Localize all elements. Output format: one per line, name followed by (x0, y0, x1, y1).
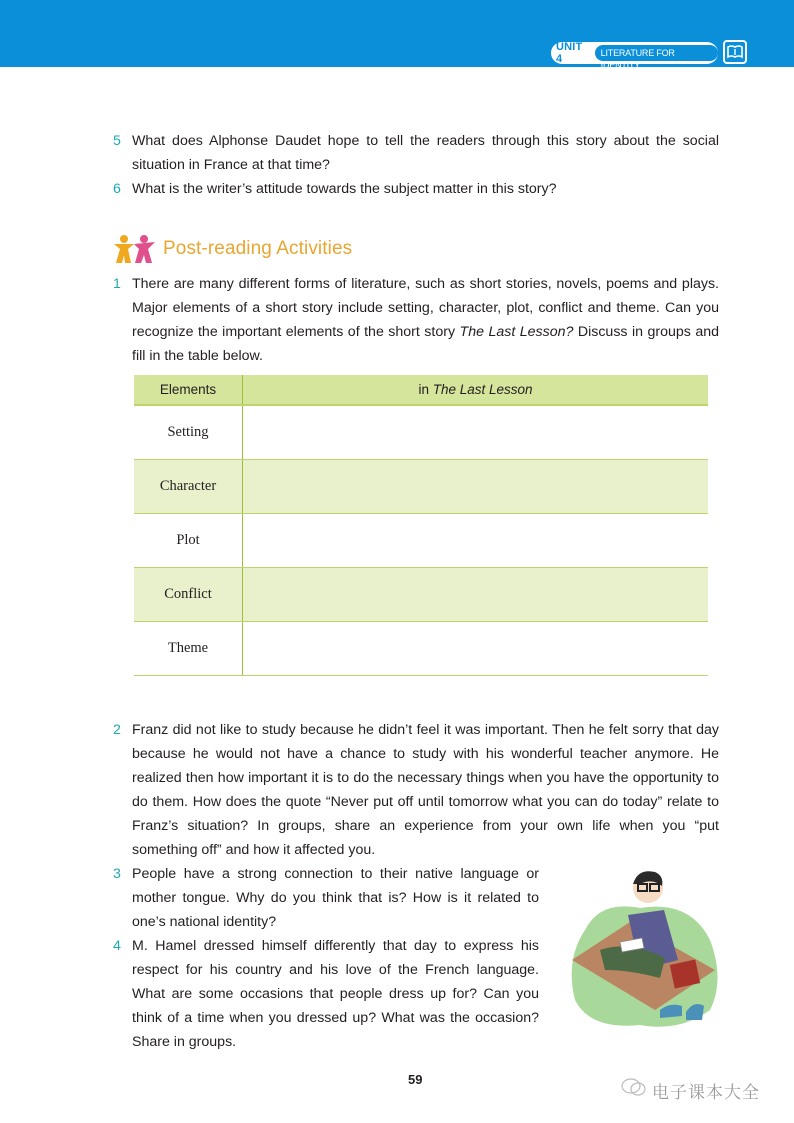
activity-text: Franz did not like to study because he didn’t feel it was important. Then he felt sorry that day because he would not have a chance to study with his wonderful teacher anymore. He realized then how important it is to do the necessary things when you have the opportunity to do them. How does the quote “Never put off until tomorrow what you can do today” relate to Franz’s situation? In groups, share an experience from your own life when you “put something off” and how it affected you. (132, 722, 719, 858)
activity-text: M. Hamel dressed himself differently that day to express his respect for his country and his love of the French language. What are some occasions that people dress up for? Can you think of a time when you dressed up? What was the occasion? Share in groups. (132, 938, 539, 1050)
activity-2 (113, 718, 719, 862)
activity-text-start: There are many different forms of literature, such as short stories, novels, poems and plays. Major elements of a short story include setting, character, plot, conflict and theme. Can you recognize the important elements of the short story (132, 276, 719, 340)
unit-label: UNIT 4 (556, 41, 583, 65)
activity-number: 4 (113, 938, 121, 954)
page-number: 59 (408, 1072, 423, 1087)
table-row (134, 622, 708, 676)
answer-cell[interactable] (243, 568, 709, 622)
header-elements: Elements (134, 375, 243, 405)
element-label: Theme (134, 622, 243, 676)
story-title: The Last Lesson? (459, 324, 574, 340)
question-number: 5 (113, 133, 121, 149)
unit-badge (551, 41, 718, 70)
table-row (134, 514, 708, 568)
header-story-title: The Last Lesson (432, 382, 533, 397)
question-number: 6 (113, 181, 121, 197)
header-prefix: in (418, 382, 433, 397)
activity-text: People have a strong connection to their native language or mother tongue. Why do you think that is? How is it related to one’s national identity? (132, 866, 539, 930)
answer-cell[interactable] (243, 460, 709, 514)
answer-cell[interactable] (243, 622, 709, 676)
question-text: What is the writer’s attitude towards the subject matter in this story? (132, 181, 557, 197)
header-bar (0, 0, 794, 70)
answer-cell[interactable] (243, 405, 709, 460)
activity-text-end: Discuss in groups and fill in the table below. (132, 324, 719, 364)
header-in-story (243, 375, 709, 405)
section-title: Post-reading Activities (163, 238, 353, 259)
unit-title: LITERATURE FOR IDENTITY (595, 45, 718, 61)
question-text: What does Alphonse Daudet hope to tell the readers through this story about the social situation in France at that time? (132, 133, 719, 173)
table-header-row (134, 375, 708, 405)
activity-number: 3 (113, 866, 121, 882)
two-people-icon (113, 234, 157, 264)
element-label: Character (134, 460, 243, 514)
watermark-text: 电子课本大全 (652, 1083, 760, 1102)
activity-4 (113, 934, 539, 1054)
element-label: Conflict (134, 568, 243, 622)
element-label: Plot (134, 514, 243, 568)
section-heading (113, 234, 352, 264)
element-label: Setting (134, 405, 243, 460)
elements-table (134, 375, 708, 676)
question-5 (113, 129, 719, 177)
question-6 (113, 177, 719, 201)
boy-reading-illustration (560, 860, 725, 1035)
answer-cell[interactable] (243, 514, 709, 568)
activity-number: 2 (113, 722, 121, 738)
table-row (134, 405, 708, 460)
chat-bubble-icon (620, 1076, 648, 1098)
activity-text (132, 272, 719, 368)
activity-number: 1 (113, 276, 121, 292)
table-row (134, 568, 708, 622)
book-icon (723, 40, 747, 64)
activity-3 (113, 862, 539, 934)
activity-1 (113, 272, 719, 368)
table-row (134, 460, 708, 514)
